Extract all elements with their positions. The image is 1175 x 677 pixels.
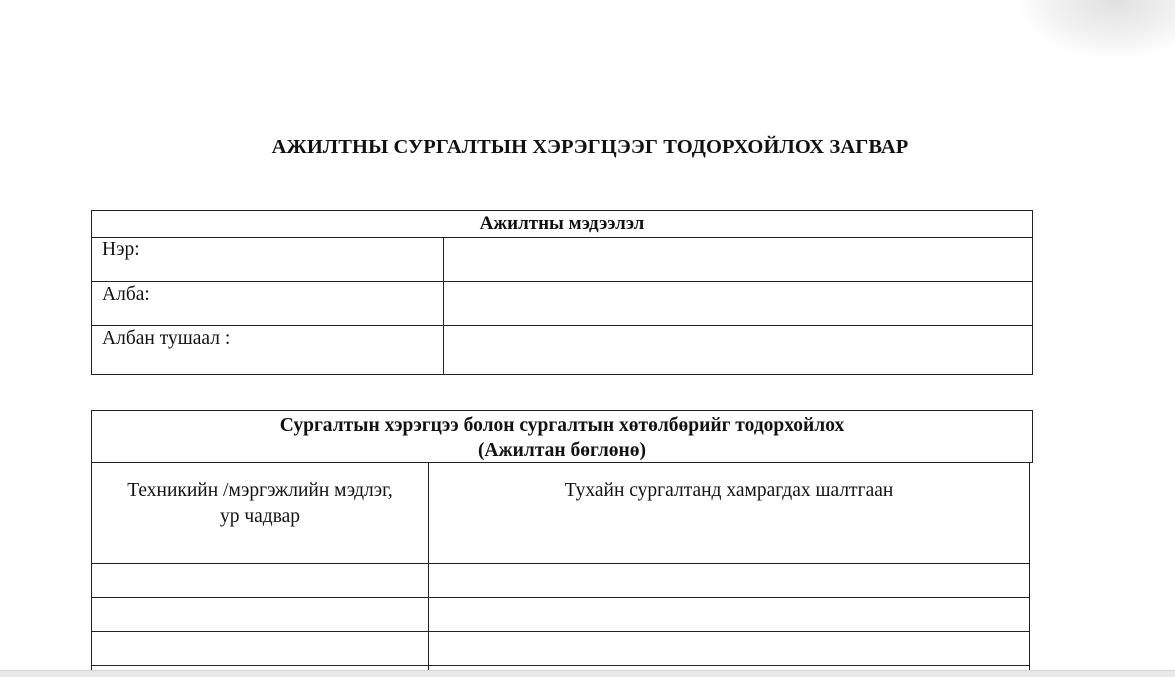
training-needs-header <box>91 410 1033 463</box>
table-row-divider <box>92 631 1029 632</box>
reason-column-header: Тухайн сургалтанд хамрагдах шалтгаан <box>564 480 894 501</box>
table-row <box>92 237 1032 282</box>
employee-info-header: Ажилтны мэдээлэл <box>92 211 1032 238</box>
table-row-divider <box>92 597 1029 598</box>
table-row <box>92 326 1032 374</box>
document-title: АЖИЛТНЫ СУРГАЛТЫН ХЭРЭГЦЭЭГ ТОДОРХОЙЛОХ ЗАГВАР <box>271 136 909 158</box>
position-label: Албан тушаал : <box>102 328 231 349</box>
skills-column-header <box>92 478 428 530</box>
table-row <box>92 282 1032 326</box>
name-label: Нэр: <box>102 239 140 260</box>
page-corner-shadow <box>1015 0 1175 60</box>
skills-column-header-line2: ур чадвар <box>219 506 301 527</box>
department-label: Алба: <box>102 284 150 305</box>
table-row-divider <box>92 665 1029 666</box>
employee-info-table <box>91 210 1033 375</box>
table-row-divider <box>92 563 1029 564</box>
horizontal-scrollbar[interactable] <box>0 670 1175 677</box>
training-needs-header-line1: Сургалтын хэрэгцээ болон сургалтын хөтөлбөрийг тодорхойлох <box>279 415 845 436</box>
training-needs-table <box>91 462 1030 677</box>
training-needs-header-line2: (Ажилтан бөглөнө) <box>477 440 647 461</box>
skills-column-header-line1: Техникийн /мэргэжлийн мэдлэг, <box>127 480 393 501</box>
